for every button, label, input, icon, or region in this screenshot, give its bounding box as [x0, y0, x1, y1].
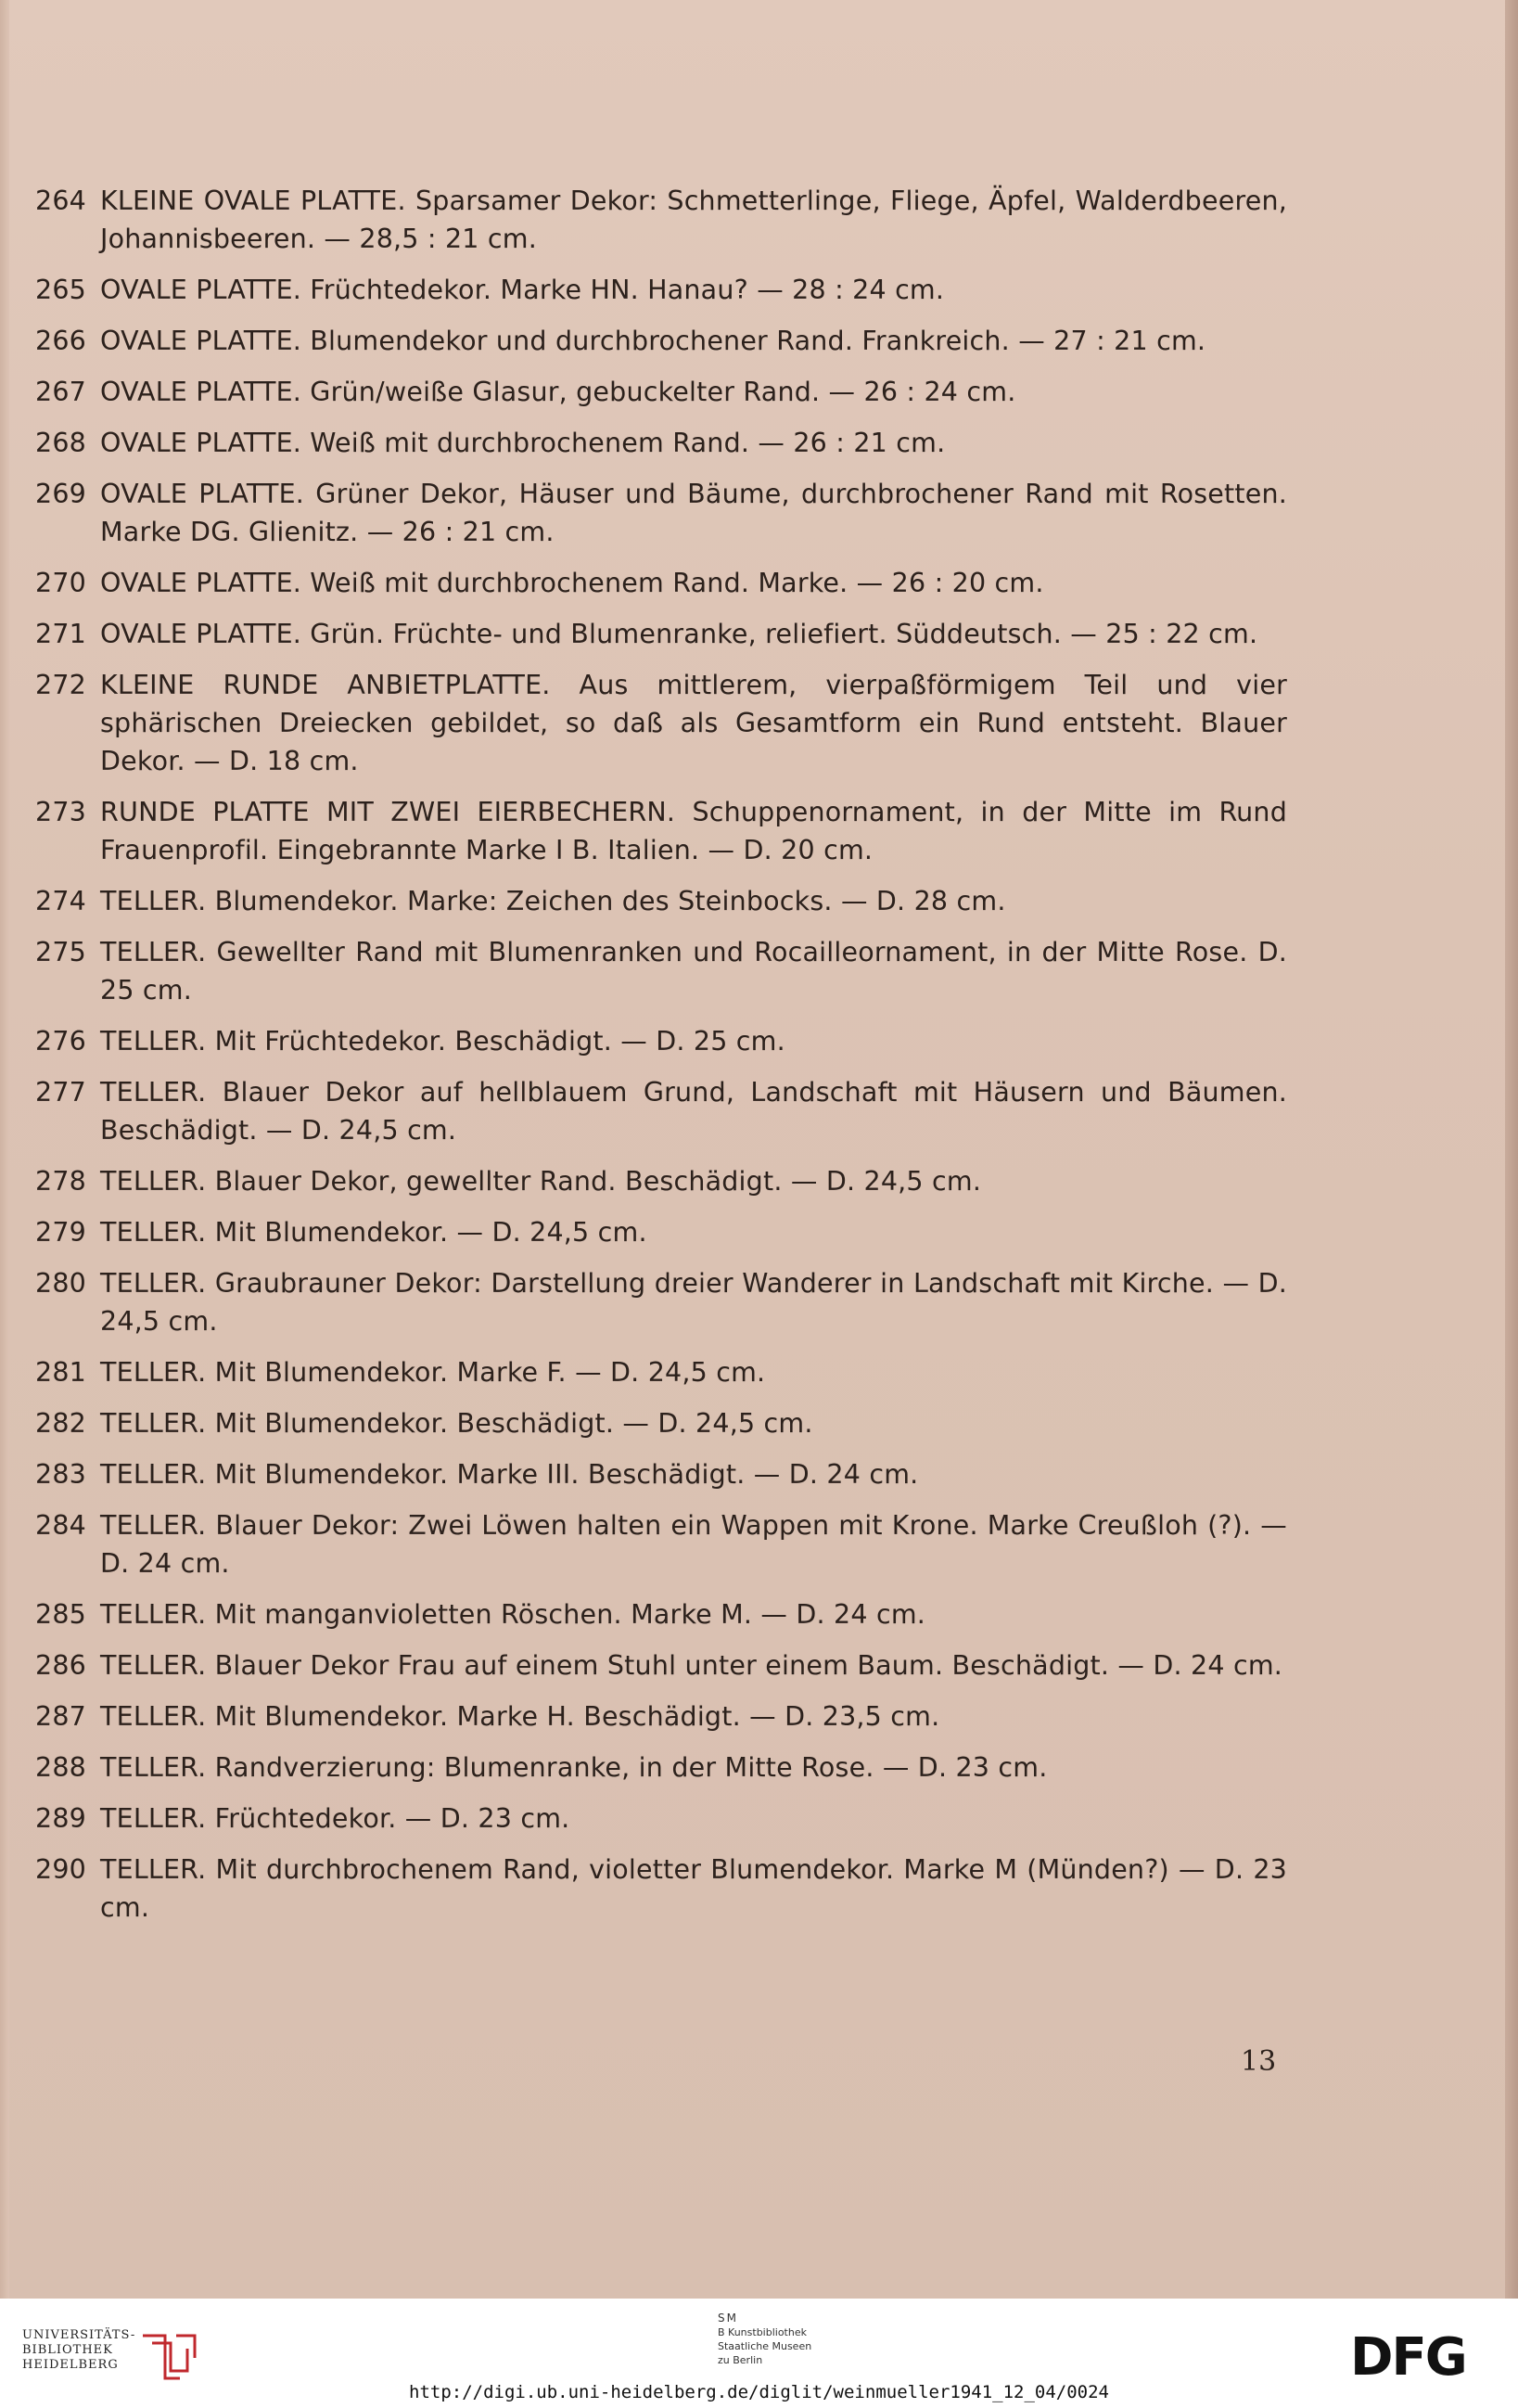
entry-text: RUNDE PLATTE MIT ZWEI EIERBECHERN. Schuppenornament, in der Mitte im Rund Frauenprofil. Eingebrannte Marke I B. Italien. — D. 20 cm.	[100, 797, 1287, 865]
entry-text: TELLER. Blauer Dekor auf hellblauem Grund, Landschaft mit Häusern und Bäumen. Beschädigt. — D. 24,5 cm.	[100, 1077, 1287, 1146]
sm-line-2: Staatliche Museen	[718, 2340, 812, 2352]
entry-number: 264	[35, 186, 86, 216]
catalog-entry	[35, 1748, 1287, 1787]
entry-text: TELLER. Mit Blumendekor. Marke III. Beschädigt. — D. 24 cm.	[100, 1459, 919, 1490]
page-right-edge	[1505, 0, 1518, 2299]
entry-number: 288	[35, 1752, 86, 1783]
catalog-entry	[35, 1264, 1287, 1340]
entry-text: OVALE PLATTE. Grün. Früchte- und Blumenranke, reliefiert. Süddeutsch. — 25 : 22 cm.	[100, 619, 1258, 649]
entry-text: TELLER. Gewellter Rand mit Blumenranken und Rocailleornament, in der Mitte Rose. D. 25 cm.	[100, 937, 1287, 1005]
entry-text: TELLER. Randverzierung: Blumenranke, in der Mitte Rose. — D. 23 cm.	[100, 1752, 1048, 1783]
page-left-edge	[0, 0, 9, 2299]
catalog-entry	[35, 793, 1287, 869]
entry-text: KLEINE RUNDE ANBIETPLATTE. Aus mittlerem, vierpaßförmigem Teil und vier sphärischen Dreiecken gebildet, so daß als Gesamtform ein Rund entsteht. Blauer Dekor. — D. 18 cm.	[100, 670, 1287, 776]
footer	[0, 2299, 1518, 2408]
catalog-entry	[35, 933, 1287, 1009]
entry-number: 268	[35, 428, 86, 458]
catalog-entry	[35, 1697, 1287, 1736]
catalog-entry	[35, 1162, 1287, 1200]
entry-number: 287	[35, 1701, 86, 1732]
entry-text: OVALE PLATTE. Weiß mit durchbrochenem Rand. Marke. — 26 : 20 cm.	[100, 568, 1044, 598]
entry-text: TELLER. Blauer Dekor: Zwei Löwen halten ein Wappen mit Krone. Marke Creußloh (?). — D. 24 cm.	[100, 1510, 1287, 1579]
catalog-entry	[35, 1022, 1287, 1060]
entry-number: 280	[35, 1268, 86, 1299]
catalog-entries	[35, 182, 1287, 1927]
entry-text: TELLER. Mit Früchtedekor. Beschädigt. — D. 25 cm.	[100, 1026, 785, 1057]
sm-kunstbibliothek-logo[interactable]	[718, 2312, 811, 2367]
catalog-entry	[35, 1506, 1287, 1582]
catalog-entry	[35, 1213, 1287, 1251]
ub-logo-text	[22, 2328, 135, 2373]
entry-number: 285	[35, 1599, 86, 1630]
catalog-entry	[35, 1595, 1287, 1633]
entry-text: TELLER. Blauer Dekor Frau auf einem Stuhl unter einem Baum. Beschädigt. — D. 24 cm.	[100, 1650, 1283, 1681]
page-number: 13	[1241, 2045, 1277, 2078]
catalog-entry	[35, 322, 1287, 360]
source-url[interactable]: http://digi.ub.uni-heidelberg.de/diglit/weinmueller1941_12_04/0024	[409, 2382, 1109, 2402]
entry-number: 266	[35, 326, 86, 356]
entry-text: OVALE PLATTE. Grün/weiße Glasur, gebuckelter Rand. — 26 : 24 cm.	[100, 377, 1016, 407]
entry-number: 276	[35, 1026, 86, 1057]
sm-head: SM	[718, 2312, 738, 2325]
catalog-entry	[35, 271, 1287, 309]
entry-text: TELLER. Mit manganvioletten Röschen. Marke M. — D. 24 cm.	[100, 1599, 926, 1630]
entry-number: 277	[35, 1077, 86, 1108]
catalog-entry	[35, 1404, 1287, 1442]
entry-number: 271	[35, 619, 86, 649]
entry-text: KLEINE OVALE PLATTE. Sparsamer Dekor: Schmetterlinge, Fliege, Äpfel, Walderdbeeren, Johannisbeeren. — 28,5 : 21 cm.	[100, 186, 1287, 254]
entry-number: 289	[35, 1803, 86, 1834]
catalog-entry	[35, 882, 1287, 920]
catalog-entry	[35, 182, 1287, 258]
entry-number: 267	[35, 377, 86, 407]
catalog-entry	[35, 1455, 1287, 1493]
entry-number: 278	[35, 1166, 86, 1197]
entry-number: 279	[35, 1217, 86, 1248]
ub-line-3: HEIDELBERG	[22, 2358, 119, 2372]
catalog-entry	[35, 1353, 1287, 1391]
entry-text: OVALE PLATTE. Blumendekor und durchbrochener Rand. Frankreich. — 27 : 21 cm.	[100, 326, 1206, 356]
entry-number: 290	[35, 1854, 86, 1885]
catalog-entry	[35, 1851, 1287, 1927]
catalog-entry	[35, 564, 1287, 602]
entry-text: TELLER. Graubrauner Dekor: Darstellung dreier Wanderer in Landschaft mit Kirche. — D. 24,5 cm.	[100, 1268, 1287, 1337]
entry-number: 281	[35, 1357, 86, 1388]
entry-number: 286	[35, 1650, 86, 1681]
entry-number: 265	[35, 275, 86, 305]
entry-number: 273	[35, 797, 86, 827]
entry-number: 284	[35, 1510, 86, 1541]
catalog-entry	[35, 1646, 1287, 1684]
entry-text: TELLER. Mit Blumendekor. Marke H. Beschädigt. — D. 23,5 cm.	[100, 1701, 940, 1732]
entry-text: TELLER. Mit Blumendekor. Beschädigt. — D. 24,5 cm.	[100, 1408, 813, 1439]
catalog-entry	[35, 373, 1287, 411]
entry-text: TELLER. Blauer Dekor, gewellter Rand. Beschädigt. — D. 24,5 cm.	[100, 1166, 982, 1197]
entry-number: 283	[35, 1459, 86, 1490]
ub-emblem-icon	[139, 2330, 200, 2384]
entry-number: 275	[35, 937, 86, 967]
entry-text: TELLER. Blumendekor. Marke: Zeichen des Steinbocks. — D. 28 cm.	[100, 886, 1006, 916]
sm-line-1: B Kunstbibliothek	[718, 2326, 807, 2338]
dfg-logo[interactable]: DFG	[1350, 2327, 1466, 2388]
catalog-entry	[35, 615, 1287, 653]
catalog-entry	[35, 475, 1287, 551]
entry-text: TELLER. Mit Blumendekor. — D. 24,5 cm.	[100, 1217, 647, 1248]
catalog-entry	[35, 666, 1287, 780]
catalog-entry	[35, 1800, 1287, 1838]
entry-number: 282	[35, 1408, 86, 1439]
entry-text: OVALE PLATTE. Weiß mit durchbrochenem Rand. — 26 : 21 cm.	[100, 428, 946, 458]
entry-text: TELLER. Mit Blumendekor. Marke F. — D. 24,5 cm.	[100, 1357, 766, 1388]
entry-text: OVALE PLATTE. Grüner Dekor, Häuser und Bäume, durchbrochener Rand mit Rosetten. Marke DG. Glienitz. — 26 : 21 cm.	[100, 479, 1287, 547]
ub-line-2: BIBLIOTHEK	[22, 2343, 113, 2357]
catalog-entry	[35, 424, 1287, 462]
entry-text: OVALE PLATTE. Früchtedekor. Marke HN. Hanau? — 28 : 24 cm.	[100, 275, 945, 305]
entry-text: TELLER. Früchtedekor. — D. 23 cm.	[100, 1803, 570, 1834]
entry-number: 270	[35, 568, 86, 598]
sm-line-3: zu Berlin	[718, 2354, 763, 2366]
catalog-entry	[35, 1073, 1287, 1149]
ub-line-1: UNIVERSITÄTS-	[22, 2328, 136, 2342]
entry-number: 272	[35, 670, 86, 700]
entry-number: 269	[35, 479, 86, 509]
entry-number: 274	[35, 886, 86, 916]
entry-text: TELLER. Mit durchbrochenem Rand, violetter Blumendekor. Marke M (Münden?) — D. 23 cm.	[100, 1854, 1287, 1923]
